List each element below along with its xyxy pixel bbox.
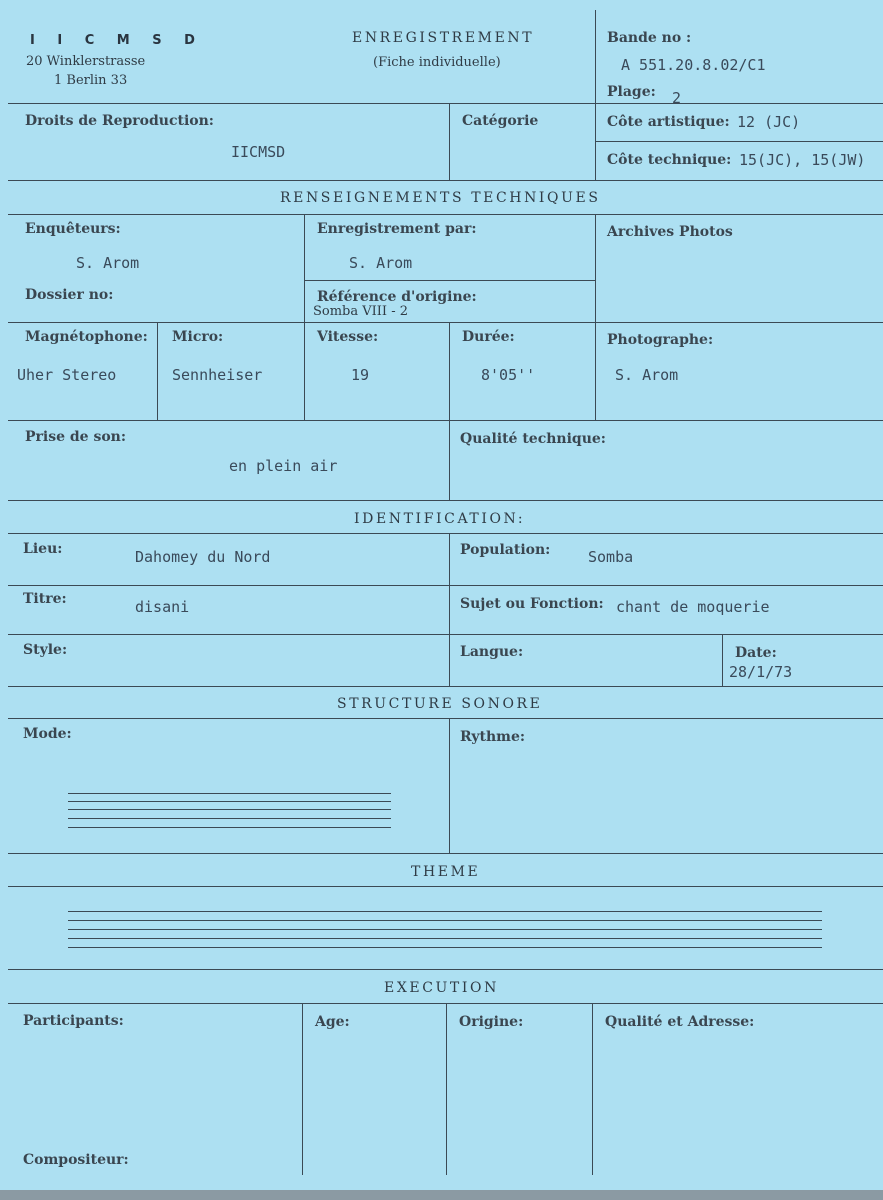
rule	[595, 10, 596, 180]
rule	[8, 180, 883, 181]
rule	[8, 500, 883, 501]
droits-label: Droits de Reproduction:	[25, 113, 214, 129]
bande-value: A 551.20.8.02/C1	[621, 56, 766, 74]
form-title: ENREGISTREMENT	[352, 30, 535, 46]
rule	[595, 214, 596, 420]
rule	[596, 141, 883, 142]
staff-line	[68, 818, 391, 819]
rule	[8, 322, 883, 323]
categorie-label: Catégorie	[462, 113, 539, 129]
rule	[8, 420, 883, 421]
rule	[304, 280, 595, 281]
reference-label: Référence d'origine:	[317, 289, 477, 305]
micro-value: Sennheiser	[172, 366, 263, 384]
plage-value: 2	[672, 89, 682, 107]
lieu-value: Dahomey du Nord	[135, 548, 271, 566]
magnetophone-value: Uher Stereo	[17, 366, 117, 384]
cote-technique-value: 15(JC), 15(JW)	[739, 151, 866, 169]
enregistrement-value: S. Arom	[349, 254, 413, 272]
rule	[302, 1003, 303, 1175]
staff-line	[68, 911, 822, 912]
style-label: Style:	[23, 642, 68, 658]
rule	[449, 322, 450, 420]
staff-line	[68, 827, 391, 828]
section-title-identification: IDENTIFICATION:	[354, 511, 526, 527]
rule	[449, 533, 450, 686]
rythme-label: Rythme:	[460, 729, 526, 745]
titre-label: Titre:	[23, 591, 67, 607]
address-city: 1 Berlin 33	[54, 73, 128, 88]
langue-label: Langue:	[460, 644, 524, 660]
qualite-technique-label: Qualité technique:	[460, 431, 606, 447]
rule	[8, 533, 883, 534]
archives-photos-label: Archives Photos	[607, 224, 733, 240]
qualite-adresse-label: Qualité et Adresse:	[605, 1014, 755, 1030]
sujet-label: Sujet ou Fonction:	[460, 596, 604, 612]
magnetophone-label: Magnétophone:	[25, 329, 148, 345]
rule	[8, 886, 883, 887]
organization-name: I I C M S D	[30, 33, 204, 48]
rule	[8, 853, 883, 854]
bande-label: Bande no :	[607, 30, 692, 46]
rule	[592, 1003, 593, 1175]
micro-label: Micro:	[172, 329, 224, 345]
enqueteurs-label: Enquêteurs:	[25, 221, 121, 237]
form-subtitle: (Fiche individuelle)	[373, 55, 501, 70]
enqueteurs-value: S. Arom	[76, 254, 140, 272]
rule	[446, 1003, 447, 1175]
rule	[8, 969, 883, 970]
vitesse-value: 19	[351, 366, 370, 384]
staff-line	[68, 920, 822, 921]
vitesse-label: Vitesse:	[317, 329, 379, 345]
compositeur-label: Compositeur:	[23, 1152, 129, 1168]
population-value: Somba	[588, 548, 634, 566]
rule	[304, 214, 305, 420]
staff-line	[68, 947, 822, 948]
section-title-technique: RENSEIGNEMENTS TECHNIQUES	[280, 190, 601, 206]
plage-label: Plage:	[607, 84, 656, 100]
rule	[449, 718, 450, 853]
rule	[8, 634, 883, 635]
rule	[8, 686, 883, 687]
reference-value: Somba VIII - 2	[313, 304, 408, 319]
duree-value: 8'05''	[481, 366, 536, 384]
rule	[722, 634, 723, 686]
cote-artistique-value: 12 (JC)	[737, 113, 801, 131]
age-label: Age:	[315, 1014, 350, 1030]
rule	[449, 103, 450, 180]
sujet-value: chant de moquerie	[616, 598, 770, 616]
photographe-label: Photographe:	[607, 332, 714, 348]
rule	[8, 214, 883, 215]
section-title-structure: STRUCTURE SONORE	[337, 696, 543, 712]
cote-technique-label: Côte technique:	[607, 152, 732, 168]
population-label: Population:	[460, 542, 551, 558]
address-street: 20 Winklerstrasse	[26, 54, 146, 69]
date-label: Date:	[735, 645, 777, 661]
rule	[157, 322, 158, 420]
enregistrement-label: Enregistrement par:	[317, 221, 477, 237]
date-value: 28/1/73	[729, 663, 793, 681]
duree-label: Durée:	[462, 329, 515, 345]
rule	[8, 718, 883, 719]
staff-line	[68, 809, 391, 810]
droits-value: IICMSD	[231, 143, 286, 161]
staff-line	[68, 793, 391, 794]
prise-de-son-value: en plein air	[229, 457, 338, 475]
staff-line	[68, 929, 822, 930]
photographe-value: S. Arom	[615, 366, 679, 384]
origine-label: Origine:	[459, 1014, 524, 1030]
rule	[8, 585, 883, 586]
cote-artistique-label: Côte artistique:	[607, 114, 730, 130]
section-title-theme: THEME	[411, 864, 481, 880]
section-title-execution: EXECUTION	[384, 980, 499, 996]
staff-line	[68, 801, 391, 802]
scan-edge	[0, 1190, 883, 1200]
mode-label: Mode:	[23, 726, 72, 742]
titre-value: disani	[135, 598, 190, 616]
participants-label: Participants:	[23, 1013, 124, 1029]
prise-de-son-label: Prise de son:	[25, 429, 127, 445]
dossier-label: Dossier no:	[25, 287, 114, 303]
rule	[8, 103, 883, 104]
rule	[449, 420, 450, 500]
lieu-label: Lieu:	[23, 541, 63, 557]
staff-line	[68, 938, 822, 939]
